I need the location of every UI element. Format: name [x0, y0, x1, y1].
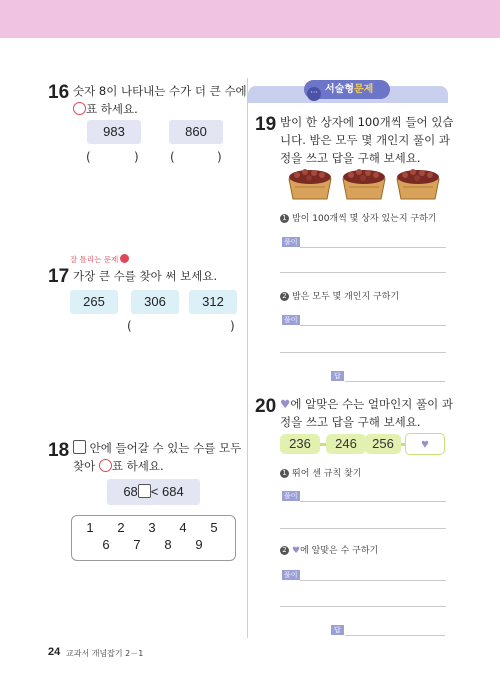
digit-option[interactable]: 3	[148, 520, 156, 535]
solution-label: 풀이	[284, 571, 298, 579]
chestnut-box-icon	[289, 169, 331, 199]
inequality-card: 68 < 684	[107, 479, 200, 505]
answer-line	[300, 501, 446, 502]
blank-box-icon	[73, 440, 86, 454]
circle-mark-icon	[73, 102, 86, 115]
question-20-number: 20	[255, 396, 277, 417]
digit-option[interactable]: 7	[133, 537, 141, 552]
digit-option[interactable]: 5	[210, 520, 218, 535]
column-divider	[247, 78, 248, 638]
digit-option[interactable]: 9	[195, 537, 203, 552]
heart-icon: ♥	[421, 436, 429, 451]
question-19-step2: 2 밤은 모두 몇 개인지 구하기	[280, 289, 399, 302]
answer-paren-close: )	[217, 150, 222, 164]
question-20-step2: 2 ♥에 알맞은 수 구하기	[280, 543, 378, 556]
question-16-line1: 숫자 8이 나타내는 수가 더 큰 수에	[73, 84, 247, 98]
answer-line	[300, 325, 446, 326]
digit-option[interactable]: 6	[102, 537, 110, 552]
chestnut-boxes-illustration	[285, 165, 443, 203]
answer-line	[280, 606, 446, 607]
step-1-icon: 1	[280, 214, 289, 223]
solution-label: 풀이	[284, 238, 298, 246]
solution-label: 풀이	[284, 316, 298, 324]
sequence-number: 246	[326, 434, 366, 454]
question-18-line2: 찾아 표 하세요.	[73, 459, 164, 473]
answer-paren-open: (	[86, 150, 91, 164]
footer-book-title: 교과서 개념잡기 2－1	[66, 649, 144, 658]
answer-paren-open: (	[127, 319, 132, 333]
answer-paren-close: )	[230, 319, 235, 333]
answer-paren-close: )	[134, 150, 139, 164]
question-19-line3: 정을 쓰고 답을 구해 보세요.	[280, 151, 421, 165]
answer-line	[300, 580, 446, 581]
question-19-number: 19	[255, 114, 277, 135]
sequence-unknown[interactable]	[405, 433, 445, 455]
circle-mark-icon	[99, 459, 112, 472]
heart-icon: ♥	[280, 397, 291, 411]
answer-line	[300, 247, 446, 248]
number-card-306: 306	[131, 290, 179, 314]
sequence-number: 236	[280, 434, 320, 454]
final-answer-line	[345, 635, 445, 636]
step-2-icon: 2	[280, 546, 289, 555]
chestnut-box-icon	[397, 169, 439, 199]
top-color-band	[0, 0, 500, 38]
question-20-line2: 정을 쓰고 답을 구해 보세요.	[280, 415, 421, 429]
question-19-line1: 밤이 한 상자에 100개씩 들어 있습	[280, 115, 454, 129]
heart-icon: ♥	[292, 546, 301, 556]
question-17-text: 가장 큰 수를 찾아 써 보세요.	[73, 269, 218, 283]
answer-label: 답	[331, 625, 344, 635]
question-18-number: 18	[48, 440, 70, 461]
question-19-step1: 1 밤이 100개씩 몇 상자 있는지 구하기	[280, 211, 437, 224]
question-17-number: 17	[48, 266, 70, 287]
digit-option[interactable]: 8	[164, 537, 172, 552]
number-card-983: 983	[87, 120, 141, 144]
question-20-line1: ♥에 알맞은 수는 얼마인지 풀이 과	[280, 397, 454, 411]
number-card-312: 312	[189, 290, 237, 314]
answer-paren-open: (	[170, 150, 175, 164]
answer-label: 답	[331, 371, 344, 381]
number-card-265: 265	[70, 290, 118, 314]
step-2-icon: 2	[280, 292, 289, 301]
question-18-line1: 안에 들어갈 수 있는 수를 모두	[73, 438, 241, 458]
final-answer-line	[345, 381, 445, 382]
blank-box-icon	[138, 484, 151, 498]
sequence-number: 256	[365, 434, 401, 454]
digit-option[interactable]: 4	[179, 520, 187, 535]
question-16-number: 16	[48, 82, 70, 103]
solution-label: 풀이	[284, 492, 298, 500]
question-20-step1: 1 뛰어 센 규칙 찾기	[280, 466, 361, 479]
step-1-icon: 1	[280, 469, 289, 478]
number-card-860: 860	[169, 120, 223, 144]
frequent-mistake-tag: 잘 틀리는 문제	[70, 254, 129, 265]
page-number: 24	[48, 646, 61, 658]
question-19-line2: 니다. 밤은 모두 몇 개인지 풀이 과	[280, 133, 451, 147]
dots-icon: ···	[307, 87, 321, 101]
question-16-line2: 표 하세요.	[73, 99, 138, 119]
warning-badge-icon	[120, 254, 129, 263]
answer-line	[280, 272, 446, 273]
digit-option[interactable]: 1	[86, 520, 94, 535]
answer-line	[280, 528, 446, 529]
descriptive-problems-header: ··· 서술형문제	[304, 80, 390, 99]
answer-line	[280, 352, 446, 353]
digit-option[interactable]: 2	[117, 520, 125, 535]
chestnut-box-icon	[343, 169, 385, 199]
